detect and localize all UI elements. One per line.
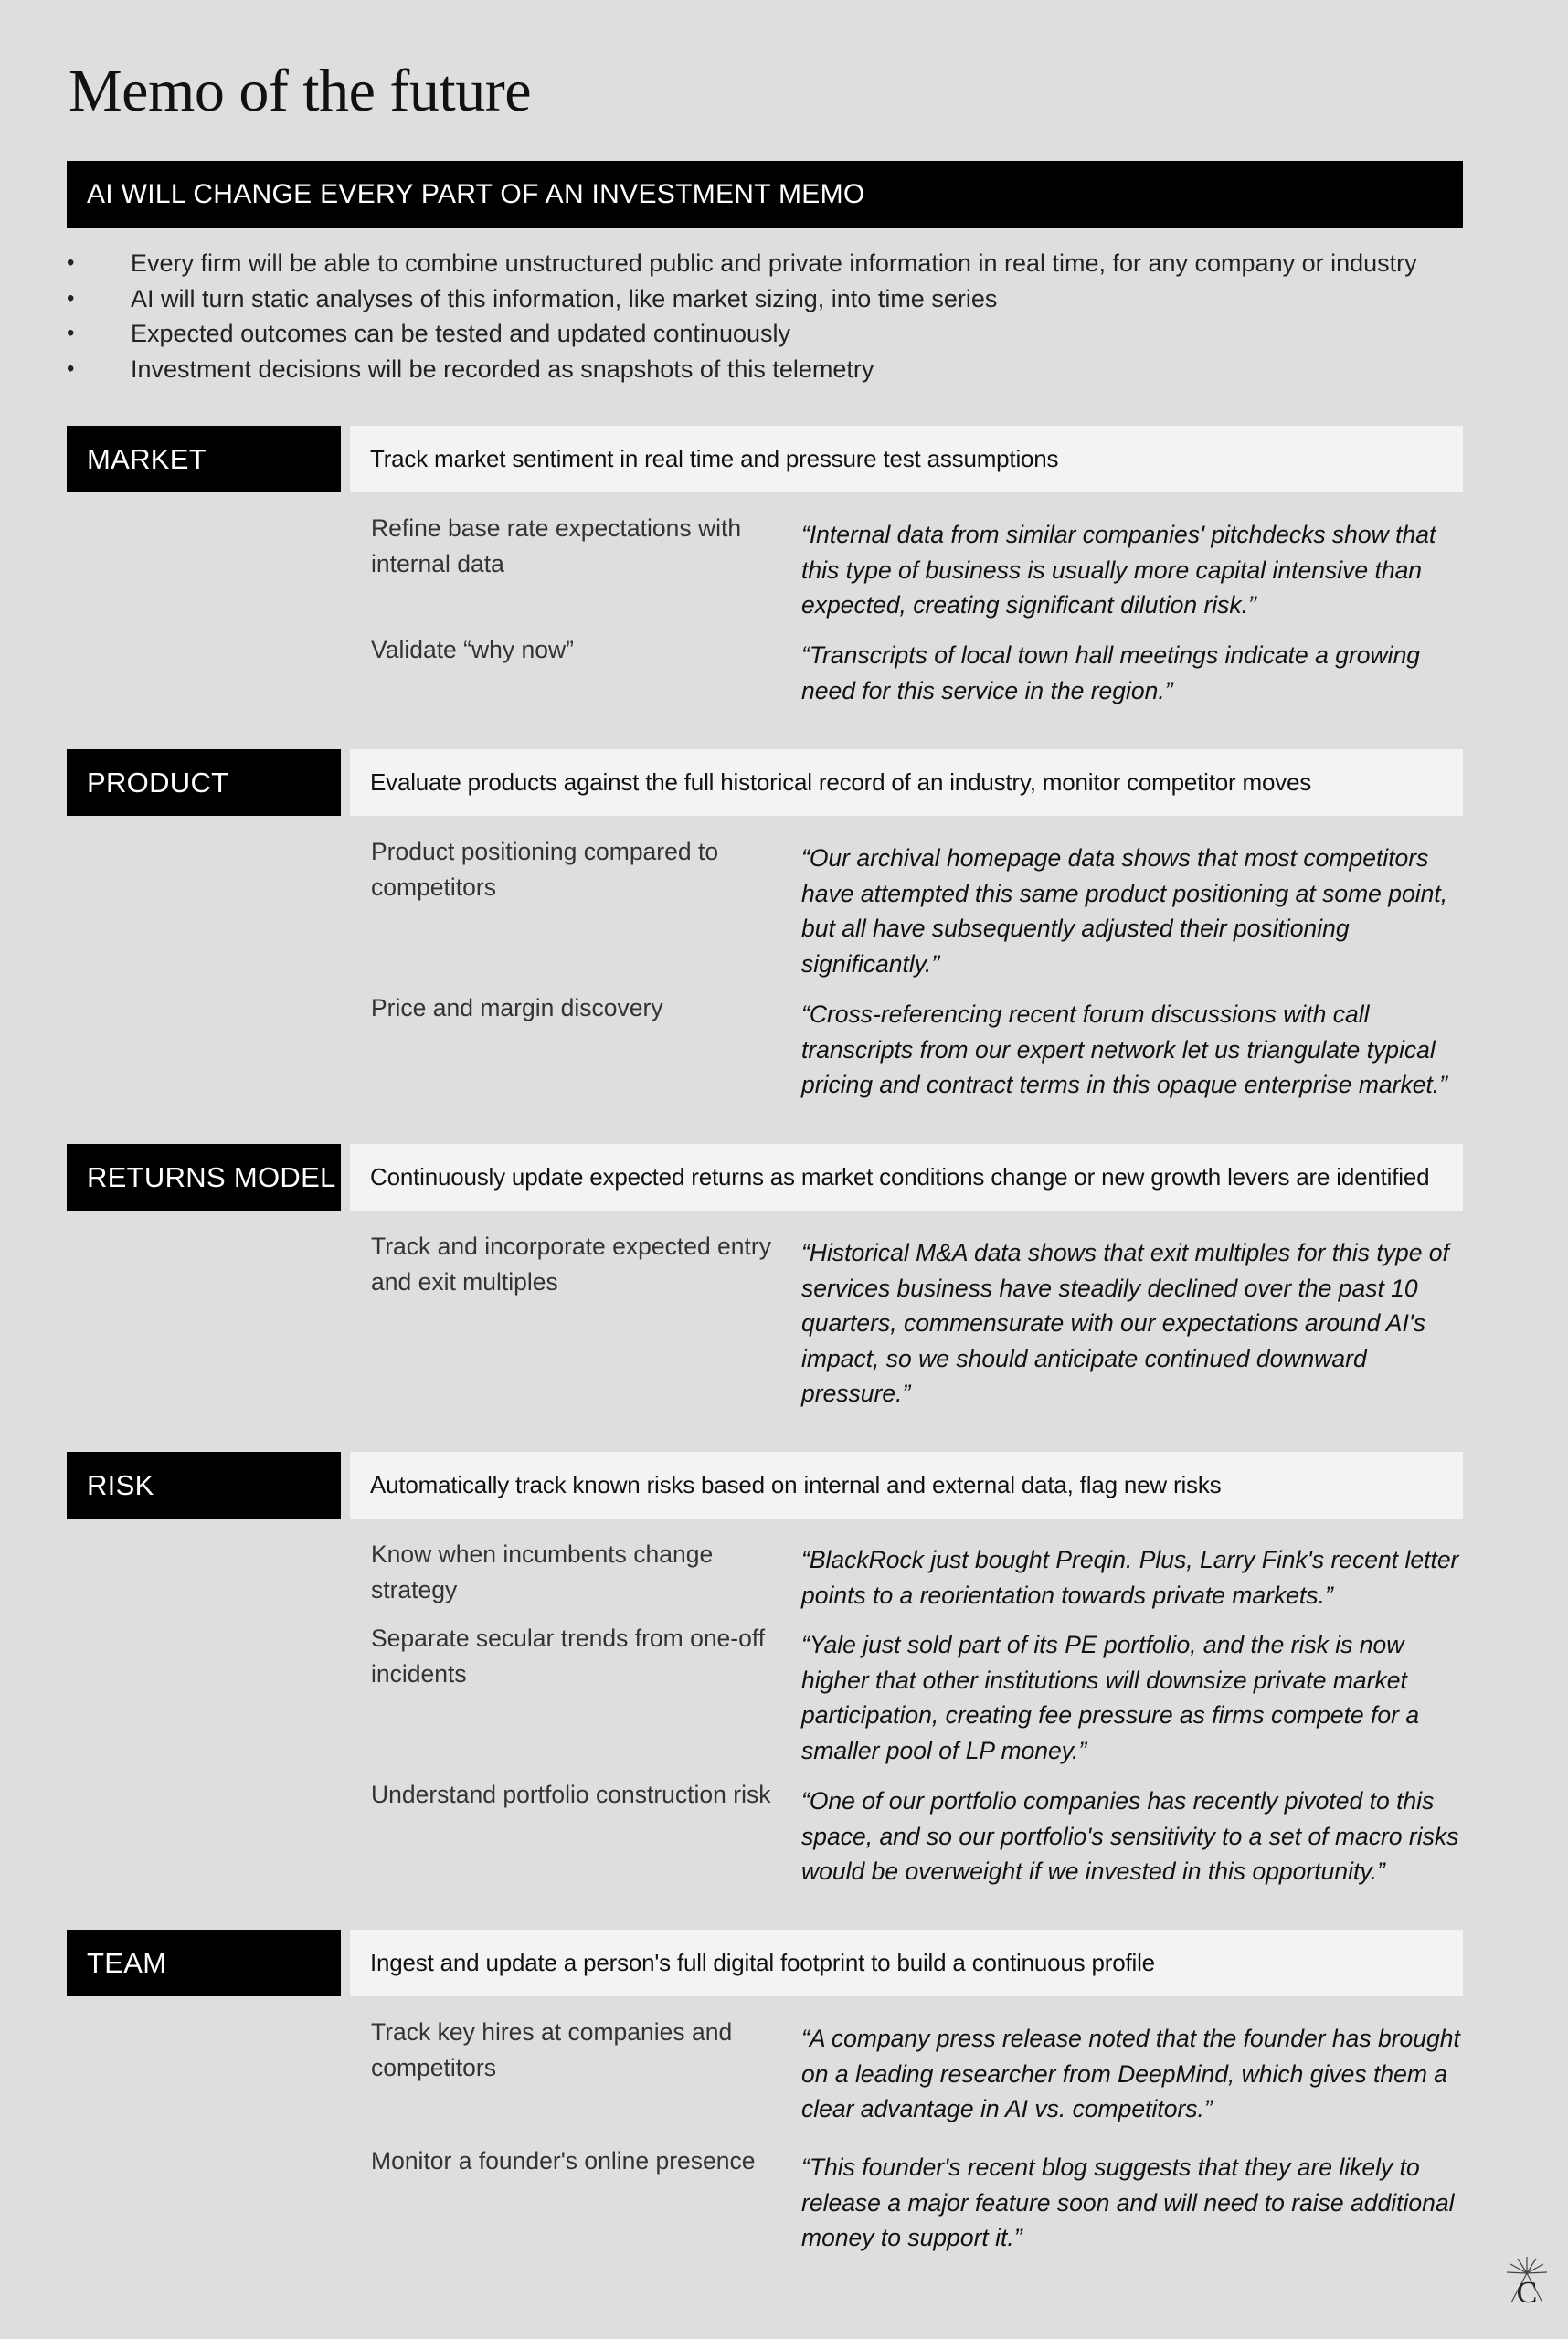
row-label: Know when incumbents change strategy: [371, 1540, 714, 1603]
row-label: Refine base rate expectations with internal data: [371, 514, 742, 577]
section-summary-team: Ingest and update a person's full digital footprint to build a continuous profile: [350, 1930, 1463, 1996]
section-tag-returns-model: RETURNS MODEL: [67, 1144, 341, 1211]
section-tag-team: TEAM: [67, 1930, 341, 1996]
row-label: Understand portfolio construction risk: [371, 1781, 771, 1808]
row-quote: “Internal data from similar companies' pitchdecks show that this type of business is usually more capital intensive than expected, creating significant dilution risk.”: [801, 521, 1436, 619]
row-quote: “Yale just sold part of its PE portfolio, and the risk is now higher that other institutions will downsize private market participation, creating fee pressure as firms compete for a smaller pool of LP money.”: [801, 1631, 1420, 1764]
summary-bullet: [67, 246, 1417, 281]
row-quote: “One of our portfolio companies has recently pivoted to this space, and so our portfolio's sensitivity to a set of macro risks would be overweight if we invested in this opportunity.”: [801, 1787, 1459, 1885]
summary-bullet: [67, 316, 1417, 352]
row-quote: “This founder's recent blog suggests that they are likely to release a major feature soon and will need to raise additional money to support it.”: [801, 2154, 1455, 2251]
section-tag-product: PRODUCT: [67, 749, 341, 816]
bullet-text: Expected outcomes can be tested and updated continuously: [131, 320, 790, 347]
row-quote: “BlackRock just bought Preqin. Plus, Larry Fink's recent letter points to a reorientation towards private markets.”: [801, 1546, 1459, 1609]
row-label: Price and margin discovery: [371, 994, 663, 1021]
row-label: Track key hires at companies and competitors: [371, 2018, 733, 2081]
page-title: Memo of the future: [69, 58, 532, 124]
sunburst-c-logo-icon: [1504, 2249, 1550, 2313]
row-label: Validate “why now”: [371, 636, 574, 663]
row-label: Track and incorporate expected entry and exit multiples: [371, 1233, 771, 1296]
headline-banner: AI WILL CHANGE EVERY PART OF AN INVESTMENT MEMO: [67, 161, 1463, 228]
summary-bullet: [67, 352, 1417, 387]
section-summary-risk: Automatically track known risks based on internal and external data, flag new risks: [350, 1452, 1463, 1519]
section-summary-returns-model: Continuously update expected returns as market conditions change or new growth levers are identified: [350, 1144, 1463, 1211]
bullet-marker: •: [67, 285, 75, 311]
row-label: Product positioning compared to competitors: [371, 838, 719, 901]
section-summary-product: Evaluate products against the full historical record of an industry, monitor competitor moves: [350, 749, 1463, 816]
row-label: Separate secular trends from one-off incidents: [371, 1625, 766, 1688]
bullet-text: Investment decisions will be recorded as snapshots of this telemetry: [131, 355, 874, 383]
bullet-marker: •: [67, 321, 75, 345]
bullet-text: Every firm will be able to combine unstructured public and private information in real time, for any company or industry: [131, 249, 1417, 277]
row-label: Monitor a founder's online presence: [371, 2147, 756, 2175]
summary-bullet: [67, 281, 1417, 317]
bullet-marker: •: [67, 355, 75, 381]
row-quote: “Our archival homepage data shows that most competitors have attempted this same product positioning at some point, but all have subsequently adjusted their positioning significantly.”: [801, 844, 1448, 978]
logo-letter: C: [1516, 2276, 1538, 2310]
section-tag-market: MARKET: [67, 426, 341, 492]
summary-bullet-list: [67, 246, 1417, 386]
section-tag-risk: RISK: [67, 1452, 341, 1519]
bullet-marker: •: [67, 250, 75, 275]
row-quote: “Transcripts of local town hall meetings indicate a growing need for this service in the region.”: [801, 641, 1421, 704]
row-quote: “Cross-referencing recent forum discussions with call transcripts from our expert network let us triangulate typical pricing and contract terms in this opaque enterprise market.”: [801, 1000, 1447, 1098]
bullet-text: AI will turn static analyses of this information, like market sizing, into time series: [131, 284, 998, 312]
section-summary-market: Track market sentiment in real time and pressure test assumptions: [350, 426, 1463, 492]
row-quote: “Historical M&A data shows that exit multiples for this type of services business have steadily declined over the past 10 quarters, commensurate with our expectations around AI's impact, so we should anticipate continued downward pressure.”: [801, 1239, 1449, 1407]
row-quote: “A company press release noted that the founder has brought on a leading researcher from DeepMind, which gives them a clear advantage in AI vs. competitors.”: [801, 2025, 1460, 2122]
